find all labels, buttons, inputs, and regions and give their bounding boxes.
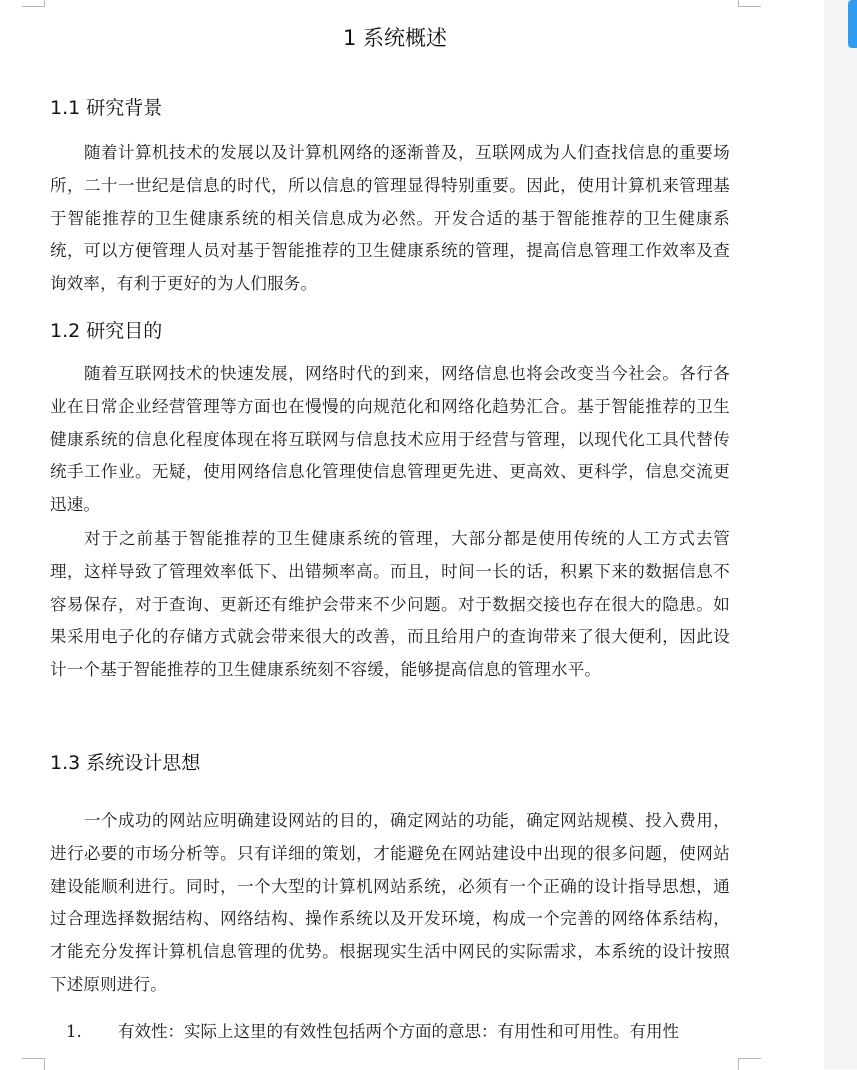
page-corner-mark	[738, 0, 761, 7]
section-heading-purpose: 1.2 研究目的	[50, 320, 163, 342]
page-corner-mark	[22, 0, 45, 7]
paragraph: 一个成功的网站应明确建设网站的目的，确定网站的功能，确定网站规模、投入费用，进行必要的市场分析等。只有详细的策划，才能避免在网站建设中出现的很多问题，使网站建设能顺利进行。同时，一个大型的计算机网站系统，必须有一个正确的设计指导思想，通过合理选择数据结构、网络结构、操作系统以及开发环境，构成一个完善的网络体系结构，才能充分发挥计算机信息管理的优势。根据现实生活中网民的实际需求，本系统的设计按照下述原则进行。	[50, 811, 730, 994]
sidebar-gutter	[824, 0, 857, 1069]
side-panel-toggle-button[interactable]	[848, 0, 857, 48]
paragraph: 随着计算机技术的发展以及计算机网络的逐渐普及，互联网成为人们查找信息的重要场所，二十一世纪是信息的时代，所以信息的管理显得特别重要。因此，使用计算机来管理基于智能推荐的卫生健康系统的相关信息成为必然。开发合适的基于智能推荐的卫生健康系统，可以方便管理人员对基于智能推荐的卫生健康系统的管理，提高信息管理工作效率及查询效率，有利于更好的为人们服务。	[50, 143, 730, 294]
list-text: 有效性：实际上这里的有效性包括两个方面的意思：有用性和可用性。有用性	[118, 1022, 679, 1041]
page-corner-mark	[738, 1058, 761, 1070]
section-heading-design: 1.3 系统设计思想	[50, 752, 201, 774]
page-corner-mark	[22, 1058, 45, 1070]
list-number: 1.	[66, 1022, 82, 1041]
section-heading-background: 1.1 研究背景	[50, 97, 163, 119]
paragraph: 随着互联网技术的快速发展，网络时代的到来，网络信息也将会改变当今社会。各行各业在日常企业经营管理等方面也在慢慢的向规范化和网络化趋势汇合。基于智能推荐的卫生健康系统的信息化程度体现在将互联网与信息技术应用于经营与管理，以现代化工具代替传统手工作业。无疑，使用网络信息化管理使信息管理更先进、更高效、更科学，信息交流更迅速。	[50, 364, 730, 515]
chapter-title: 1 系统概述	[342, 26, 448, 50]
paragraph: 对于之前基于智能推荐的卫生健康系统的管理，大部分都是使用传统的人工方式去管理，这样导致了管理效率低下、出错频率高。而且，时间一长的话，积累下来的数据信息不容易保存，对于查询、更新还有维护会带来不少问题。对于数据交接也存在很大的隐患。如果采用电子化的存储方式就会带来很大的改善，而且给用户的查询带来了很大便利，因此设计一个基于智能推荐的卫生健康系统刻不容缓，能够提高信息的管理水平。	[50, 529, 730, 680]
